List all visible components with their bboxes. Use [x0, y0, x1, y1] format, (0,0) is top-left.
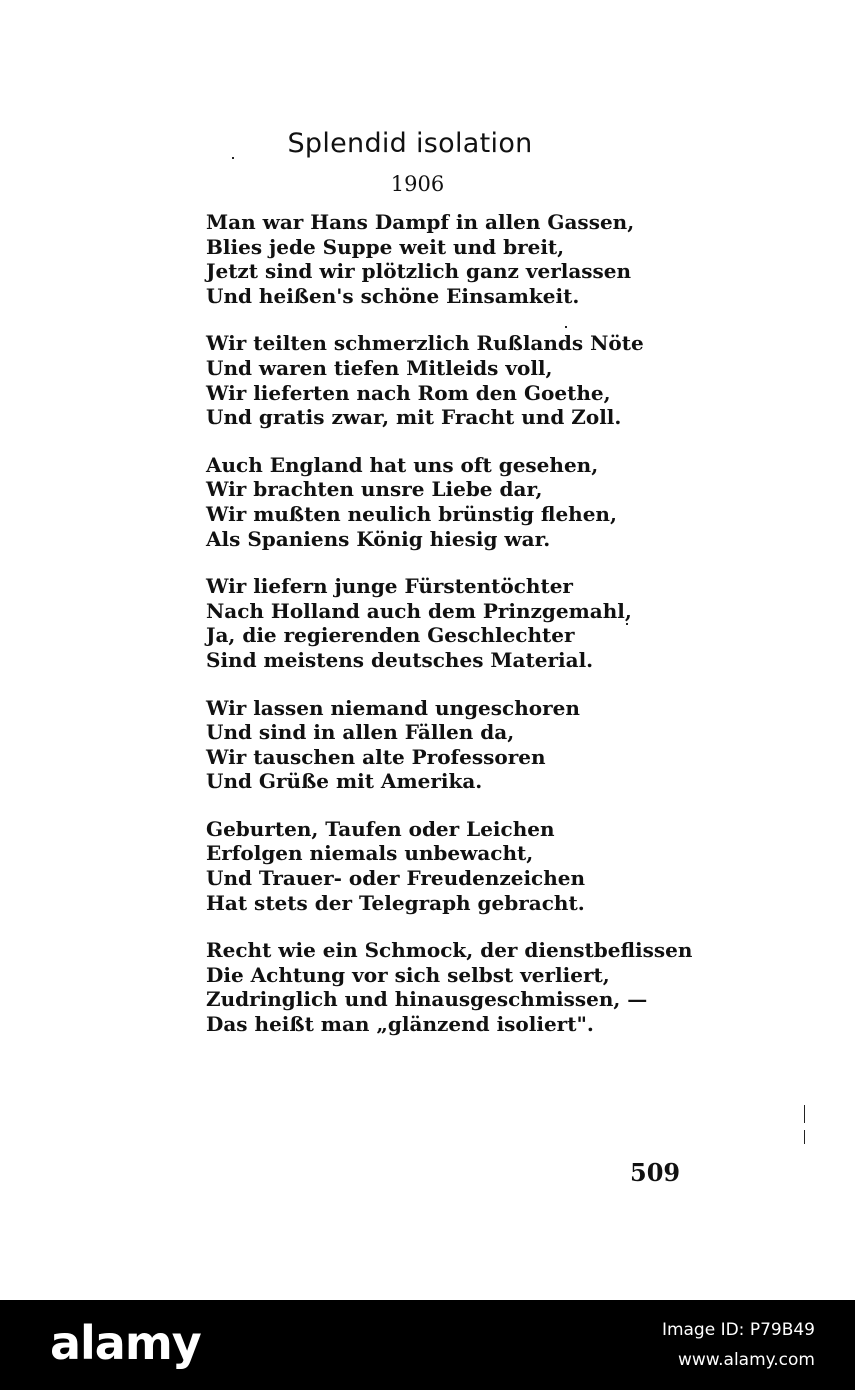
poem-line: Und sind in allen Fällen da, — [206, 720, 515, 745]
poem-line: Die Achtung vor sich selbst verliert, — [206, 962, 610, 987]
scan-speck — [565, 326, 567, 328]
poem-line: Wir tauschen alte Professoren — [206, 744, 546, 769]
watermark-bar — [0, 1300, 855, 1390]
poem-line: Und gratis zwar, mit Fracht und Zoll. — [206, 405, 622, 430]
poem-line: Jetzt sind wir plötzlich ganz verlassen — [206, 259, 632, 284]
stanza — [206, 696, 676, 794]
stanza — [206, 210, 676, 308]
poem-line: Blies jede Suppe weit und breit, — [206, 234, 565, 259]
poem-line: Als Spaniens König hiesig war. — [206, 526, 551, 551]
poem-line: Wir lieferten nach Rom den Goethe, — [206, 380, 611, 405]
poem-line: Wir teilten schmerzlich Rußlands Nöte — [206, 331, 644, 356]
poem-line: Wir liefern junge Fürstentöchter — [206, 574, 573, 599]
scan-speck — [804, 1105, 805, 1123]
poem-line: Sind meistens deutsches Material. — [206, 647, 594, 672]
site-url: www.alamy.com — [677, 1350, 815, 1370]
page-number: 509 — [630, 1158, 681, 1187]
poem-line: Und Trauer- oder Freudenzeichen — [206, 866, 586, 891]
poem-line: Wir lassen niemand ungeschoren — [206, 695, 580, 720]
poem-title: Splendid isolation — [287, 128, 533, 159]
stanza — [206, 453, 676, 551]
poem-line: Recht wie ein Schmock, der dienstbeflissen — [206, 938, 693, 963]
poem-line: Hat stets der Telegraph gebracht. — [206, 890, 585, 915]
poem-line: Nach Holland auch dem Prinzgemahl, — [206, 598, 632, 623]
poem-year: 1906 — [390, 172, 445, 196]
poem-line: Zudringlich und hinausgeschmissen, — — [206, 987, 648, 1012]
poem-line: Wir mußten neulich brünstig flehen, — [206, 501, 617, 526]
poem-line: Auch England hat uns oft gesehen, — [206, 452, 599, 477]
scan-speck — [804, 1130, 805, 1144]
poem-line: Und waren tiefen Mitleids voll, — [206, 355, 553, 380]
stanza — [206, 574, 676, 672]
poem-body — [206, 210, 693, 1060]
image-id: Image ID: P79B49 — [661, 1320, 815, 1340]
poem-line: Das heißt man „glänzend isoliert". — [206, 1012, 594, 1037]
scan-speck — [626, 623, 628, 625]
stanza — [206, 938, 693, 1037]
stanza — [206, 331, 676, 429]
poem-line: Man war Hans Dampf in allen Gassen, — [206, 210, 635, 234]
poem-line: Geburten, Taufen oder Leichen — [206, 816, 555, 841]
poem-line: Erfolgen niemals unbewacht, — [206, 841, 534, 866]
brand-logo: alamy — [50, 1316, 201, 1370]
poem-line: Wir brachten unsre Liebe dar, — [206, 477, 543, 502]
poem-line: Und Grüße mit Amerika. — [206, 769, 483, 794]
poem-line: Ja, die regierenden Geschlechter — [206, 623, 575, 648]
poem-line: Und heißen's schöne Einsamkeit. — [206, 283, 580, 308]
scan-speck — [232, 157, 234, 159]
stanza — [206, 817, 676, 915]
